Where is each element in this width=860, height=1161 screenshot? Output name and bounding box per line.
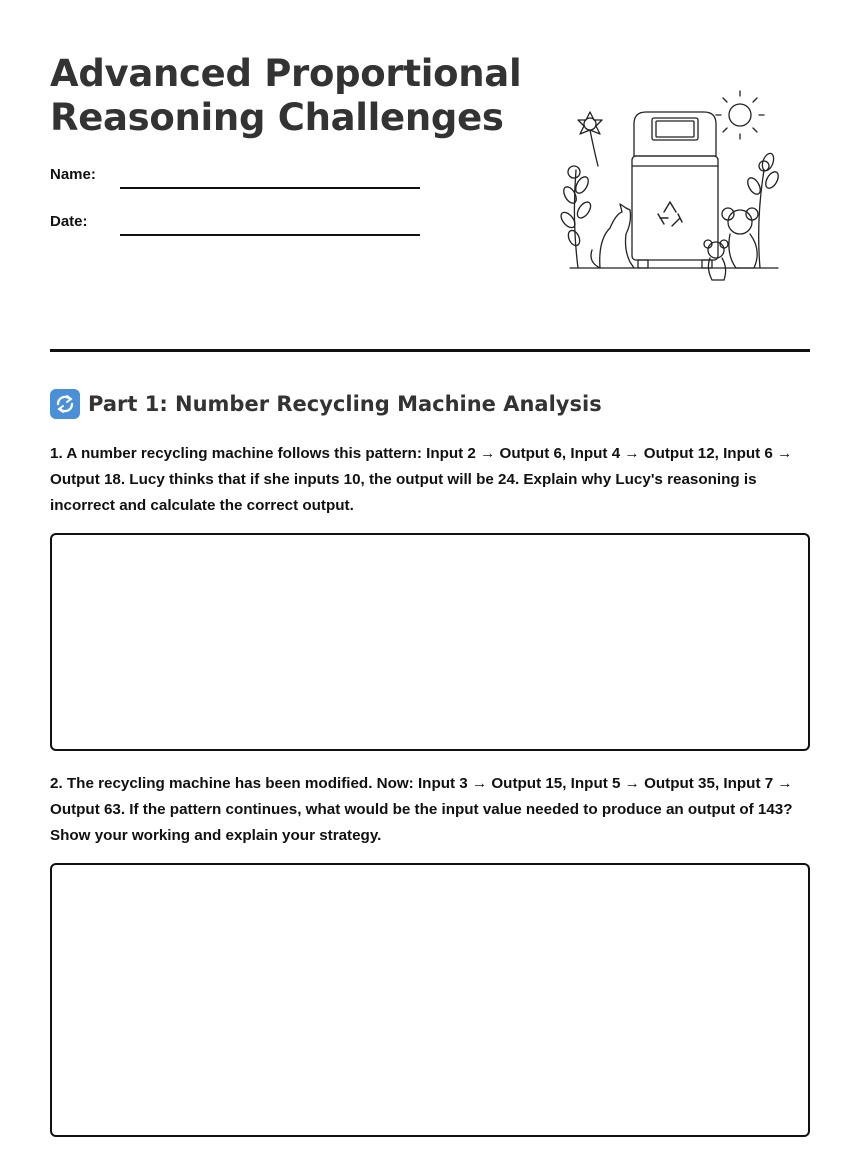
worksheet-title (50, 52, 530, 140)
title-line-2: Reasoning Challenges (50, 96, 504, 139)
question-1: 1. A number recycling machine follows this pattern: Input 2 → Output 6, Input 4 → Output 12, Input 6 → Output 18. Lucy thinks that if she inputs 10, the output will be 24. Explain why Lucy's reasoning is incorrect and calculate the correct output. (50, 445, 793, 514)
question-2: 2. The recycling machine has been modified. Now: Input 3 → Output 15, Input 5 → Output 35, Input 7 → Output 63. If the pattern continues, what would be the input value needed to produce an output of 143? Show your working and explain your strategy. (50, 775, 793, 844)
koala-icon (704, 208, 758, 280)
name-field[interactable] (120, 187, 420, 189)
answer-box-2[interactable] (50, 863, 810, 1137)
recycling-bin-illustration (550, 90, 790, 290)
date-label: Date: (50, 213, 88, 230)
part1-heading (50, 388, 602, 420)
cycle-arrows-icon (50, 389, 80, 419)
answer-box-1[interactable] (50, 533, 810, 751)
kangaroo-icon (591, 204, 634, 268)
recycling-bin-icon (632, 112, 718, 268)
plant-left-icon (558, 112, 602, 268)
sun-icon (716, 91, 764, 139)
name-label: Name: (50, 166, 96, 183)
plant-right-icon (745, 152, 781, 268)
section-divider (50, 349, 810, 352)
title-line-1: Advanced Proportional (50, 52, 522, 95)
date-field[interactable] (120, 234, 420, 236)
part1-title: Part 1: Number Recycling Machine Analysis (88, 392, 602, 416)
